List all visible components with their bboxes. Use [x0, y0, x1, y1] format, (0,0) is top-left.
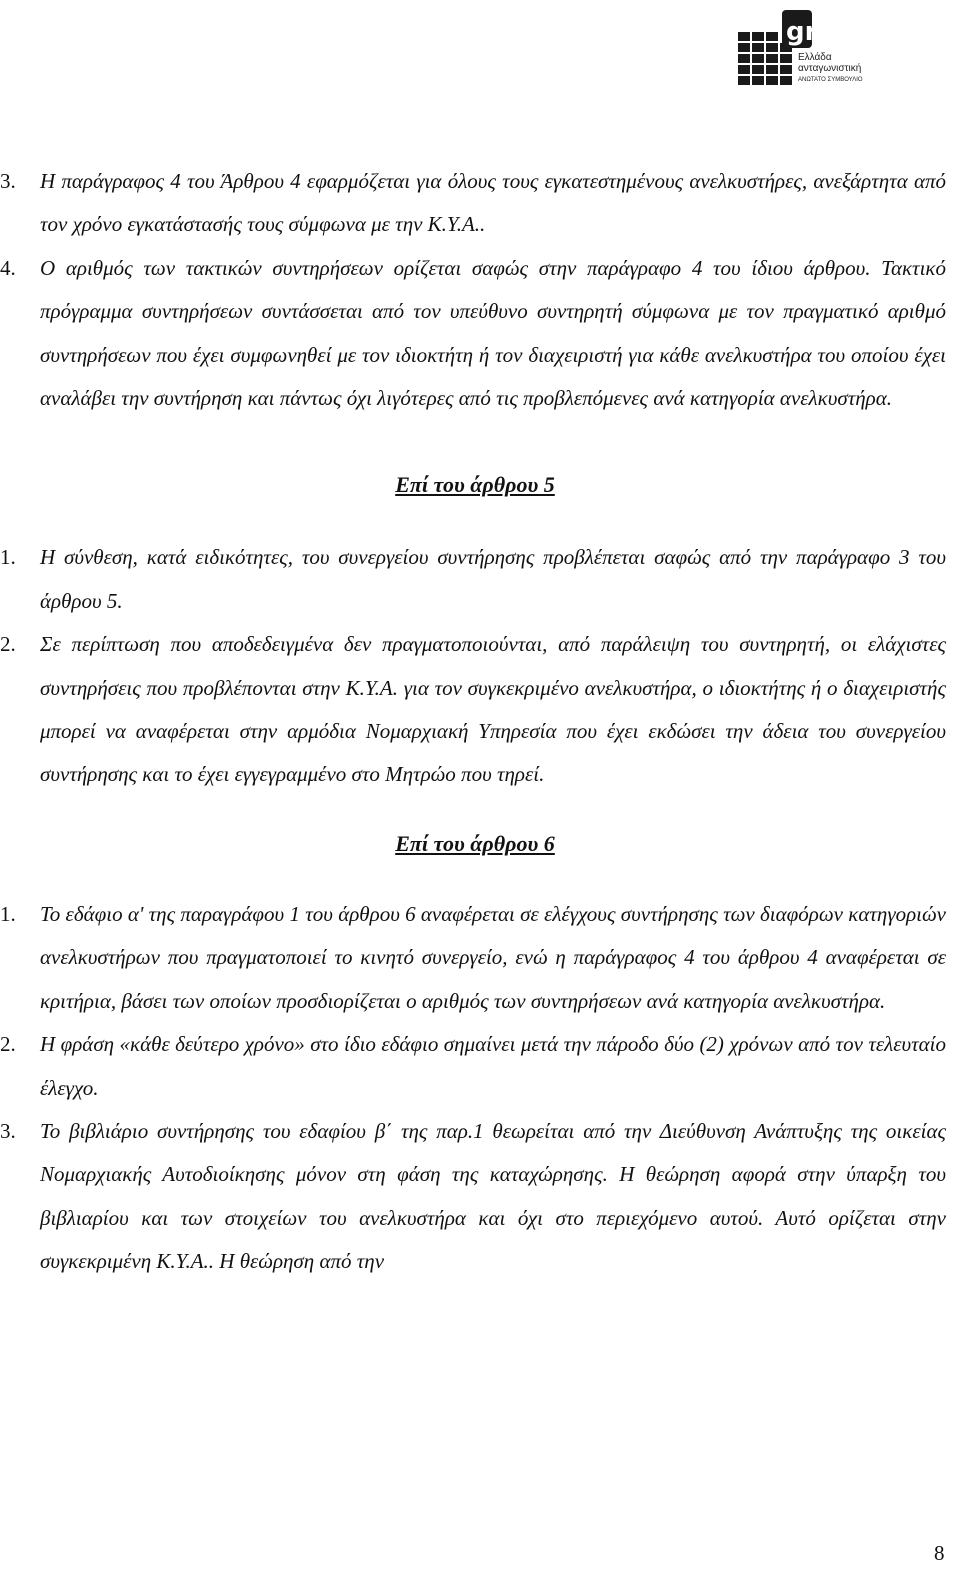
item-number: 1. — [0, 545, 16, 570]
list-item — [0, 1110, 960, 1284]
svg-text:gr: gr — [786, 17, 818, 47]
list-item — [0, 623, 960, 797]
section-heading-article-6: Επί του άρθρου 6 — [395, 830, 555, 856]
list-item — [0, 893, 960, 1023]
list-item — [0, 1023, 960, 1110]
list-item — [0, 536, 960, 623]
page-number: 8 — [934, 1541, 945, 1565]
document-body — [0, 160, 960, 1284]
logo — [736, 2, 868, 94]
item-text: Ο αριθμός των τακτικών συντηρήσεων ορίζεται σαφώς στην παράγραφο 4 του ίδιου άρθρου. Τακτικό πρόγραμμα συντηρήσεων συντάσσεται από τον υπεύθυνο συντηρητή σύμφωνα με τον πραγματικό αριθμό συντηρήσεων που έχει συμφωνηθεί με τον ιδιοκτήτη ή τον διαχειριστή για κάθε ανελκυστήρα του οποίου έχει αναλάβει την συντήρηση και πάντως όχι λιγότερες από τις προβλεπόμενες ανά κατηγορία ανελκυστήρα. — [40, 255, 946, 411]
list-item — [0, 247, 960, 421]
item-text: Η σύνθεση, κατά ειδικότητες, του συνεργείου συντήρησης προβλέπεται σαφώς από την παράγραφο 3 του άρθρου 5. — [40, 545, 946, 613]
item-number: 3. — [0, 169, 16, 193]
item-text: Το βιβλιάριο συντήρησης του εδαφίου β΄ της παρ.1 θεωρείται από την Διεύθυνση Ανάπτυξης της οικείας Νομαρχιακής Αυτοδιοίκησης μόνον στη φάση της καταχώρησης. Η θεώρηση αφορά στην ύπαρξη του βιβλιαρίου και των στοιχείων του ανελκυστήρα και όχι στο περιεχόμενο αυτού. Αυτό ορίζεται στην συγκεκριμένη Κ.Υ.Α.. Η θεώρηση από την — [40, 1118, 946, 1274]
logo-caption — [798, 52, 863, 86]
item-number: 2. — [0, 1032, 16, 1057]
item-number: 2. — [0, 632, 16, 657]
logo-line-1: Ελλάδα — [798, 52, 832, 63]
list-item — [0, 160, 960, 247]
logo-line-3: ΑΝΩΤΑΤΟ ΣΥΜΒΟΥΛΙΟ — [798, 77, 863, 83]
item-number: 1. — [0, 901, 16, 926]
logo-line-2: ανταγωνιστική — [798, 63, 862, 74]
item-text: Το εδάφιο α' της παραγράφου 1 του άρθρου 6 αναφέρεται σε ελέγχους συντήρησης των διαφόρων κατηγοριών ανελκυστήρων που πραγματοποιεί το κινητό συνεργείο, ενώ η παράγραφος 4 του άρθρου 4 αναφέρεται σε κριτήρια, βάσει των οποίων προσδιορίζεται ο αριθμός των συντηρήσεων ανά κατηγορία ανελκυστήρα. — [40, 901, 946, 1013]
section-heading-article-5: Επί του άρθρου 5 — [395, 472, 555, 498]
item-number: 4. — [0, 255, 16, 280]
item-text: Σε περίπτωση που αποδεδειγμένα δεν πραγματοποιούνται, από παράλειψη του συντηρητή, οι ελάχιστες συντηρήσεις που προβλέπονται στην Κ.Υ.Α. για τον συγκεκριμένο ανελκυστήρα, ο ιδιοκτήτης ή ο διαχειριστής μπορεί να αναφέρεται στην αρμόδια Νομαρχιακή Υπηρεσία που έχει εκδώσει την άδεια του συνεργείου συντήρησης και το έχει εγγεγραμμένο στο Μητρώο που τηρεί. — [40, 632, 946, 787]
item-number: 3. — [0, 1118, 16, 1143]
item-text: Η παράγραφος 4 του Άρθρου 4 εφαρμόζεται για όλους τους εγκατεστημένους ανελκυστήρες, ανεξάρτητα από τον χρόνο εγκατάστασής τους σύμφωνα με την Κ.Υ.Α.. — [40, 169, 946, 237]
item-text: Η φράση «κάθε δεύτερο χρόνο» στο ίδιο εδάφιο σημαίνει μετά την πάροδο δύο (2) χρόνων από τον τελευταίο έλεγχο. — [40, 1032, 946, 1100]
